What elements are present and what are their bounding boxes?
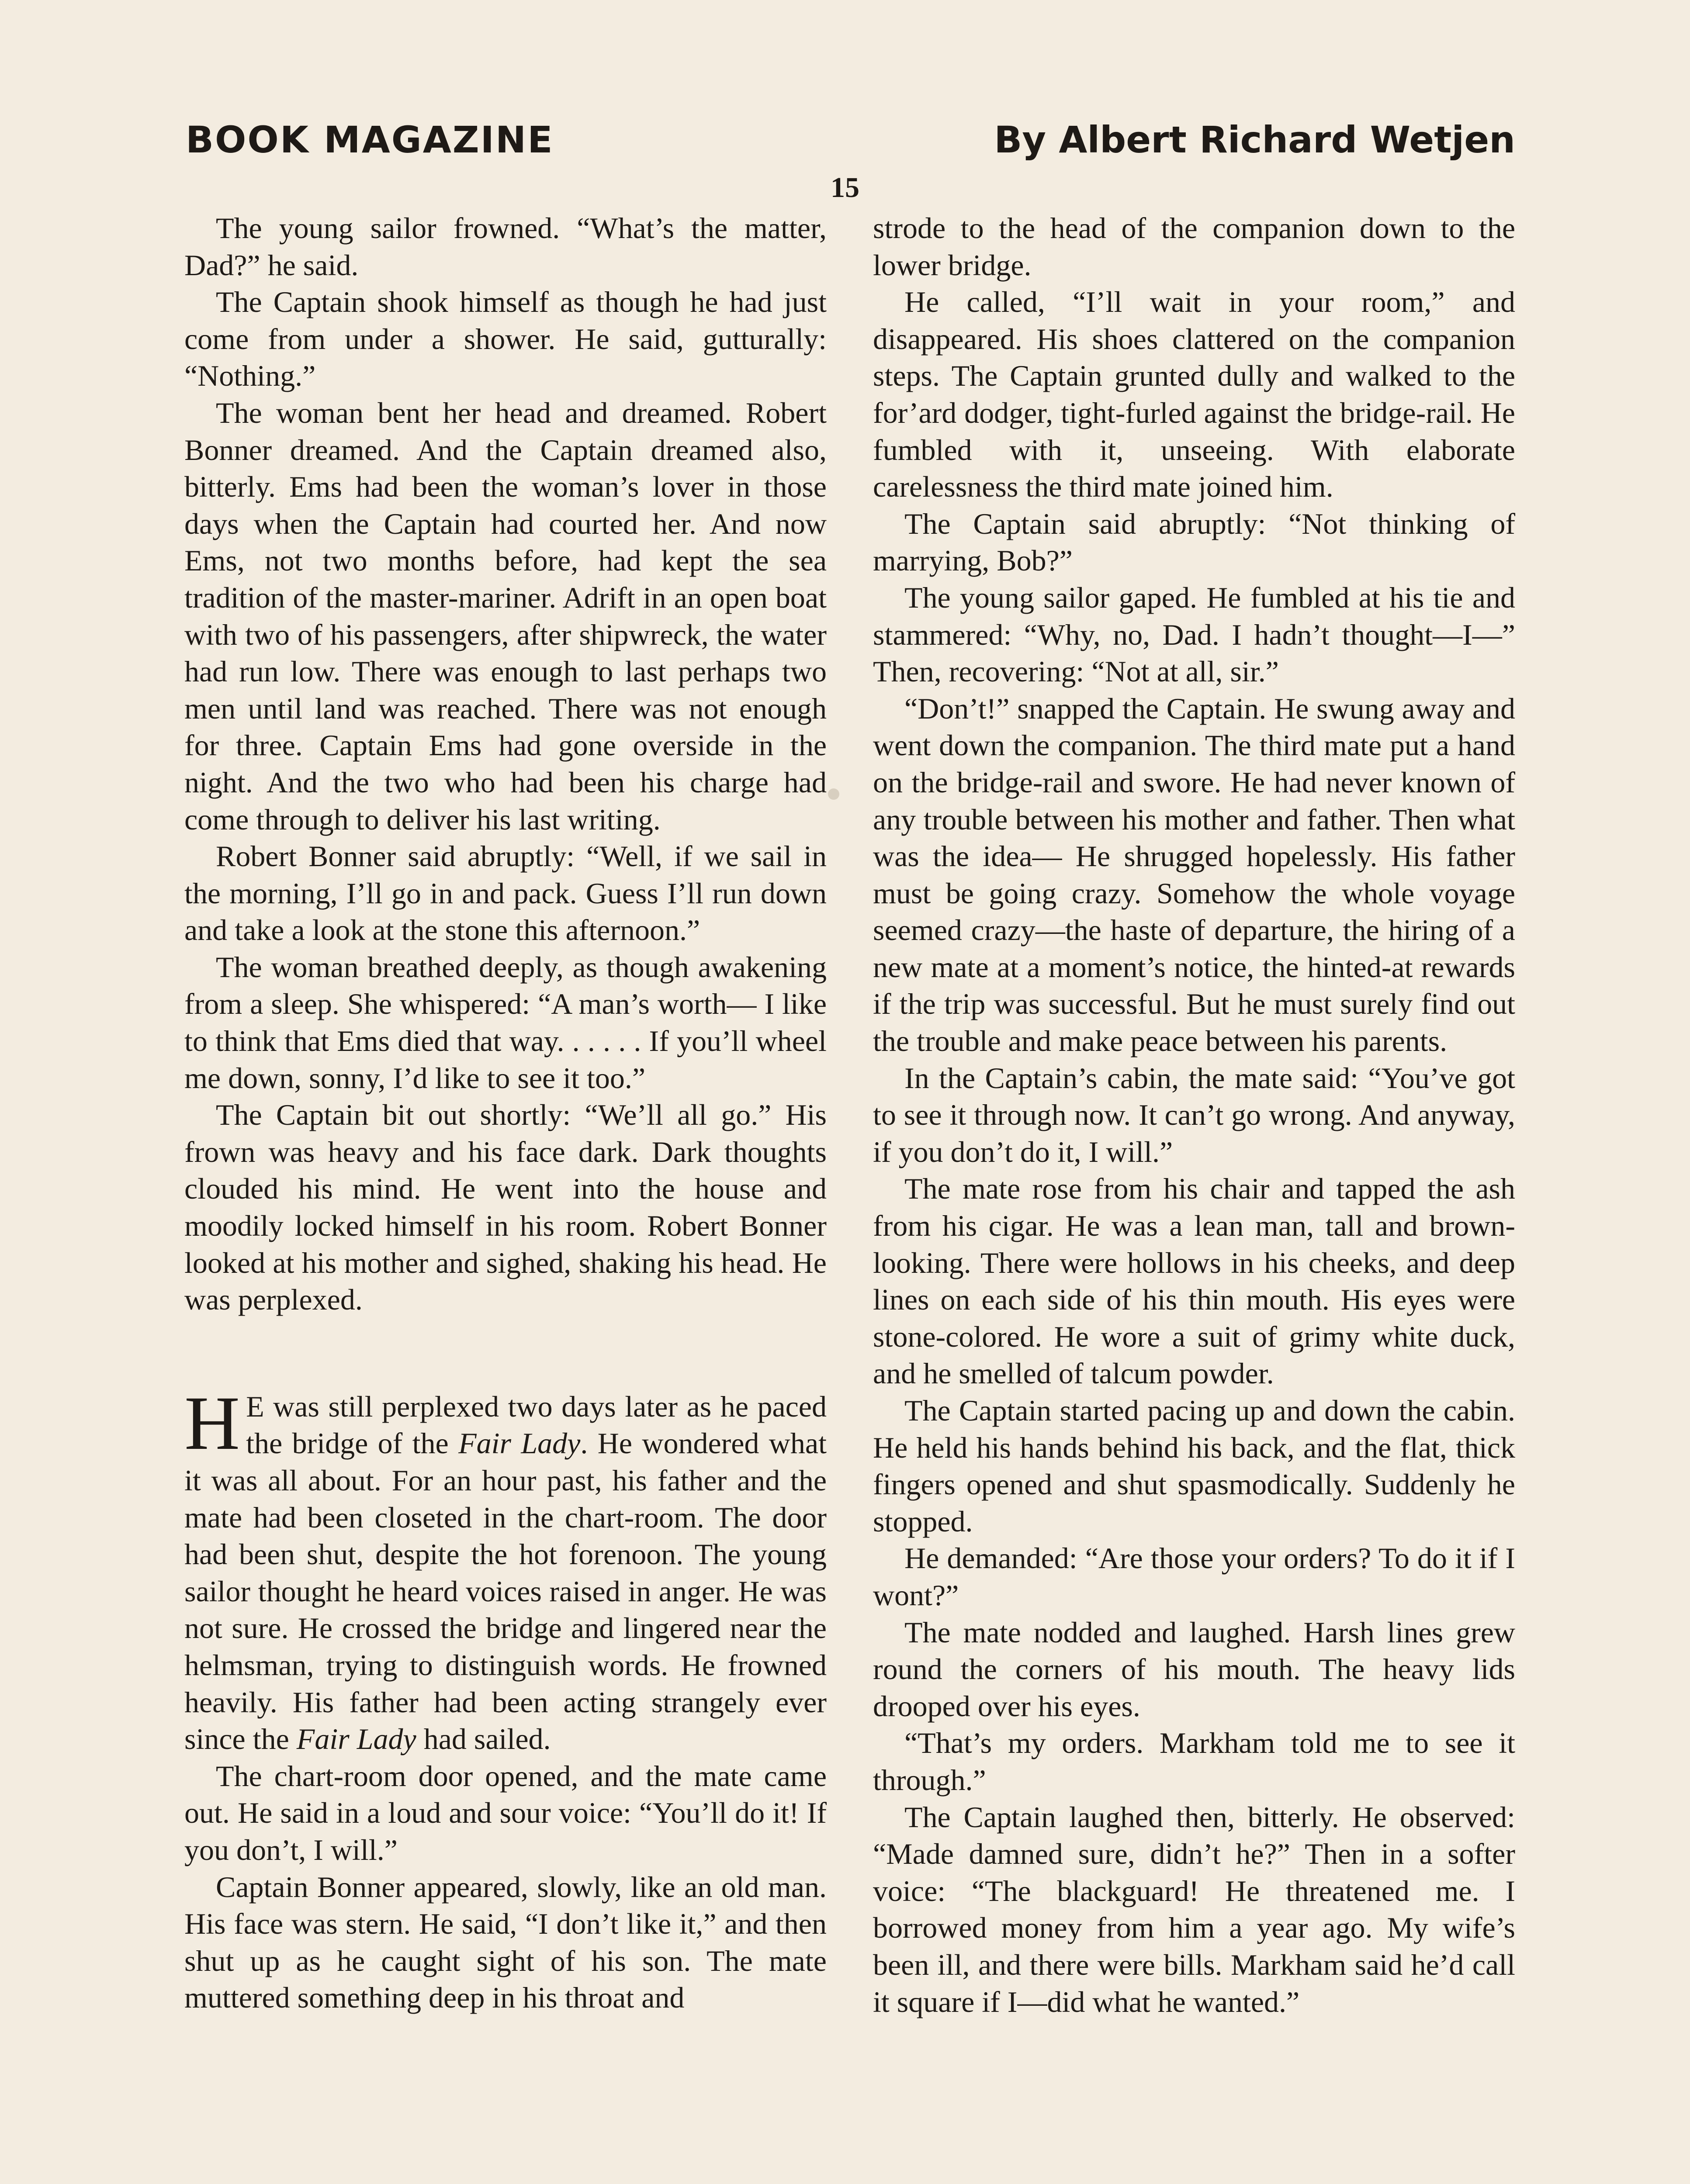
drop-cap: H — [184, 1380, 240, 1466]
paragraph: The Captain said abruptly: “Not thinking of marrying, Bob?” — [873, 507, 1515, 577]
paragraph: The Captain laughed then, bitterly. He observed: “Made damned sure, didn’t he?” Then in a softer voice: “The blackguard! He threatened me. I borrowed money from him a year ago. My wife’s been ill, and there were bills. Markham said he’d call it square if I—did what he wanted.” — [873, 1800, 1515, 2018]
paragraph: The woman bent her head and dreamed. Robert Bonner dreamed. And the Captain dreamed also, bitterly. Ems had been the woman’s lover in those days when the Captain had courted her. And now Ems, not two months before, had kept the sea tradition of the master-mariner. Adrift in an open boat with two of his passengers, after shipwreck, the water had run low. There was enough to last perhaps two men until land was reached. There was not enough for three. Captain Ems had gone overside in the night. And the two who had been his charge had come through to deliver his last writing. — [184, 396, 827, 836]
paragraph: The mate rose from his chair and tapped the ash from his cigar. He was a lean man, tall and brown-looking. There were hollows in his cheeks, and deep lines on each side of his thin mouth. His eyes were stone-colored. He wore a suit of grimy white duck, and he smelled of talcum powder. — [873, 1172, 1515, 1390]
continued-paragraph: strode to the head of the companion down to the lower bridge. — [873, 211, 1515, 282]
paragraph: The woman breathed deeply, as though awakening from a sleep. She whispered: “A man’s worth— I like to think that Ems died that way. . . . . . If you’ll wheel me down, sonny, I’d like to see it too.” — [184, 950, 827, 1095]
paragraph: “Don’t!” snapped the Captain. He swung away and went down the companion. The third mate put a hand on the bridge-rail and swore. He had never known of any trouble between his mother and father. Then what was the idea— He shrugged hopelessly. His father must be going crazy. Somehow the whole voyage seemed crazy—the haste of departure, the hiring of a new mate at a moment’s notice, the hinted-at rewards if the trip was successful. But he must surely find out the trouble and make peace between his parents. — [873, 691, 1515, 1058]
paragraph: The young sailor frowned. “What’s the matter, Dad?” he said. — [184, 211, 827, 282]
ship-name: Fair Lady — [296, 1722, 416, 1756]
section-opening-text: was still perplexed two days later as he paced the bridge of the Fair Lady. He wondered what it was all about. For an hour past, his father and the mate had been closeted in the chart-room. The door had been shut, despite the hot forenoon. The young sailor thought he heard voices raised in anger. He was not sure. He crossed the bridge and lingered near the helmsman, trying to distinguish words. He frowned heavily. His father had been acting strangely ever since the Fair Lady had sailed. — [184, 1389, 827, 1756]
page-number: 15 — [831, 172, 859, 204]
paragraph: “That’s my orders. Markham told me to see it through.” — [873, 1726, 1515, 1797]
paragraph: In the Captain’s cabin, the mate said: “You’ve got to see it through now. It can’t go wrong. And anyway, if you don’t do it, I will.” — [873, 1061, 1515, 1168]
paragraph: He demanded: “Are those your orders? To do it if I wont?” — [873, 1541, 1515, 1612]
paragraph: The chart-room door opened, and the mate came out. He said in a loud and sour voice: “You’ll do it! If you don’t, I will.” — [184, 1759, 827, 1866]
paragraph: Captain Bonner appeared, slowly, like an old man. His face was stern. He said, “I don’t like it,” and then shut up as he caught sight of his son. The mate muttered something deep in his throat and — [184, 1870, 827, 2015]
text-column-left — [184, 210, 827, 2016]
paragraph: The Captain shook himself as though he had just come from under a shower. He said, gutturally: “Nothing.” — [184, 285, 827, 393]
paragraph: The mate nodded and laughed. Harsh lines grew round the corners of his mouth. The heavy lids drooped over his eyes. — [873, 1615, 1515, 1723]
text-column-right — [873, 210, 1515, 2020]
running-head-magazine: BOOK MAGAZINE — [186, 118, 554, 161]
section-break — [184, 1318, 827, 1388]
ship-name: Fair Lady — [458, 1427, 581, 1460]
paragraph: The Captain bit out shortly: “We’ll all go.” His frown was heavy and his face dark. Dark thoughts clouded his mind. He went into the house and moodily locked himself in his room. Robert Bonner looked at his mother and sighed, shaking his head. He was perplexed. — [184, 1098, 827, 1317]
paragraph: He called, “I’ll wait in your room,” and disappeared. His shoes clattered on the companion steps. The Captain grunted dully and walked to the for’ard dodger, tight-furled against the bridge-rail. He fumbled with it, unseeing. With elaborate carelessness the third mate joined him. — [873, 285, 1515, 504]
paragraph: Robert Bonner said abruptly: “Well, if we sail in the morning, I’ll go in and pack. Guess I’ll run down and take a look at the stone this afternoon.” — [184, 840, 827, 947]
section-opening-paragraph — [184, 1380, 827, 1758]
paragraph: The young sailor gaped. He fumbled at his tie and stammered: “Why, no, Dad. I hadn’t thought—I—” Then, recovering: “Not at all, sir.” — [873, 581, 1515, 688]
paper-stain — [828, 788, 839, 800]
lead-letters: E — [246, 1389, 264, 1423]
running-head-author: By Albert Richard Wetjen — [994, 118, 1515, 161]
paragraph: The Captain started pacing up and down the cabin. He held his hands behind his back, and the flat, thick fingers opened and shut spasmodically. Suddenly he stopped. — [873, 1394, 1515, 1538]
